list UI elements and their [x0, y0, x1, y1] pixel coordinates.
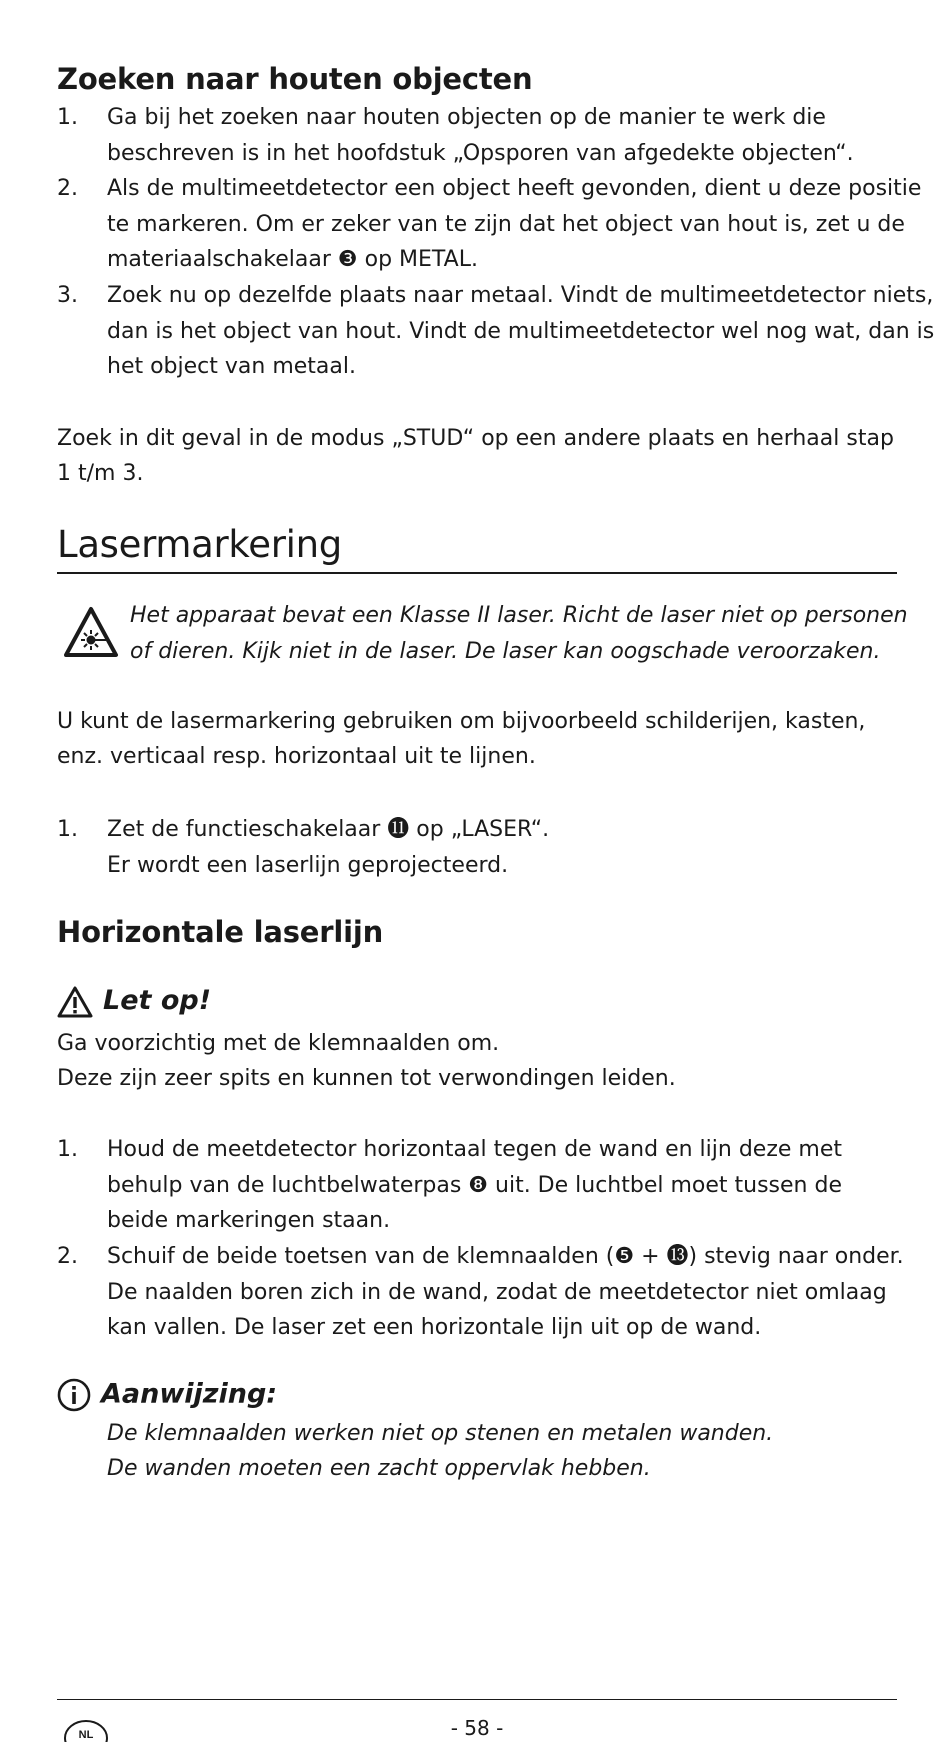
footer-rule: [57, 1699, 897, 1700]
step-text: te markeren. Om er zeker van te zijn dat het object van hout is, zet u de: [107, 211, 905, 237]
laser-warning: [57, 598, 908, 678]
caution-text: Deze zijn zeer spits en kunnen tot verwondingen leiden.: [57, 1066, 676, 1091]
step-number: 1.: [57, 105, 78, 130]
laser-warning-icon: [63, 606, 119, 658]
warning-text: of dieren. Kijk niet in de laser. De laser kan oogschade veroorzaken.: [130, 638, 881, 664]
caution-text: Ga voorzichtig met de klemnaalden om.: [57, 1031, 500, 1056]
hint-text: De wanden moeten een zacht oppervlak hebben.: [107, 1456, 651, 1481]
step-text: beschreven is in het hoofdstuk „Opsporen van afgedekte objecten“.: [107, 140, 854, 166]
step-number: 2.: [57, 1244, 78, 1269]
hint-label: Aanwijzing:: [101, 1378, 278, 1410]
step-number: 1.: [57, 817, 78, 842]
step-text: Zoek nu op dezelfde plaats naar metaal. Vindt de multimeetdetector niets,: [107, 283, 934, 308]
step-text: behulp van de luchtbelwaterpas ❽ uit. De luchtbel moet tussen de: [107, 1172, 842, 1198]
step-text: Schuif de beide toetsen van de klemnaalden (❺ + ⓭) stevig naar onder.: [107, 1244, 904, 1269]
step-number: 2.: [57, 176, 78, 201]
heading-underline: [57, 572, 897, 574]
language-code: NL: [78, 1729, 94, 1741]
step-text: Ga bij het zoeken naar houten objecten op de manier te werk die: [107, 105, 826, 130]
step-number: 3.: [57, 283, 78, 308]
heading-horizontal-laser: Horizontale laserlijn: [57, 915, 384, 949]
heading-wood-search: Zoeken naar houten objecten: [57, 62, 533, 96]
caution-title: [57, 985, 211, 1018]
hint-title: [57, 1378, 277, 1412]
step-number: 1.: [57, 1137, 78, 1162]
step-text: Als de multimeetdetector een object heeft gevonden, dient u deze positie: [107, 176, 922, 201]
caution-label: Let op!: [103, 985, 212, 1016]
warning-icon: [57, 986, 93, 1018]
step-text: dan is het object van hout. Vindt de multimeetdetector wel nog wat, dan is: [107, 318, 935, 344]
step-text: materiaalschakelaar ❸ op METAL.: [107, 247, 478, 272]
paragraph-laser-intro: U kunt de lasermarkering gebruiken om bijvoorbeeld schilderijen, kasten,: [57, 709, 866, 734]
step-text: het object van metaal.: [107, 354, 356, 379]
step-text: Houd de meetdetector horizontaal tegen de wand en lijn deze met: [107, 1137, 842, 1162]
step-text: De naalden boren zich in de wand, zodat de meetdetector niet omlaag: [107, 1279, 887, 1305]
paragraph-stud-note: 1 t/m 3.: [57, 461, 144, 486]
paragraph-stud-note: Zoek in dit geval in de modus „STUD“ op een andere plaats en herhaal stap: [57, 426, 894, 451]
warning-text: Het apparaat bevat een Klasse II laser. Richt de laser niet op personen: [130, 603, 908, 628]
step-text: Er wordt een laserlijn geprojecteerd.: [107, 852, 509, 878]
hint-text: De klemnaalden werken niet op stenen en metalen wanden.: [107, 1421, 774, 1446]
heading-laser-marking: Lasermarkering: [57, 523, 342, 566]
paragraph-laser-intro: enz. verticaal resp. horizontaal uit te lijnen.: [57, 744, 536, 769]
step-text: beide markeringen staan.: [107, 1208, 391, 1233]
info-icon: [57, 1378, 91, 1412]
step-text: Zet de functieschakelaar ⓫ op „LASER“.: [107, 817, 550, 842]
page-number: - 58 -: [450, 1716, 504, 1740]
step-text: kan vallen. De laser zet een horizontale lijn uit op de wand.: [107, 1315, 762, 1340]
